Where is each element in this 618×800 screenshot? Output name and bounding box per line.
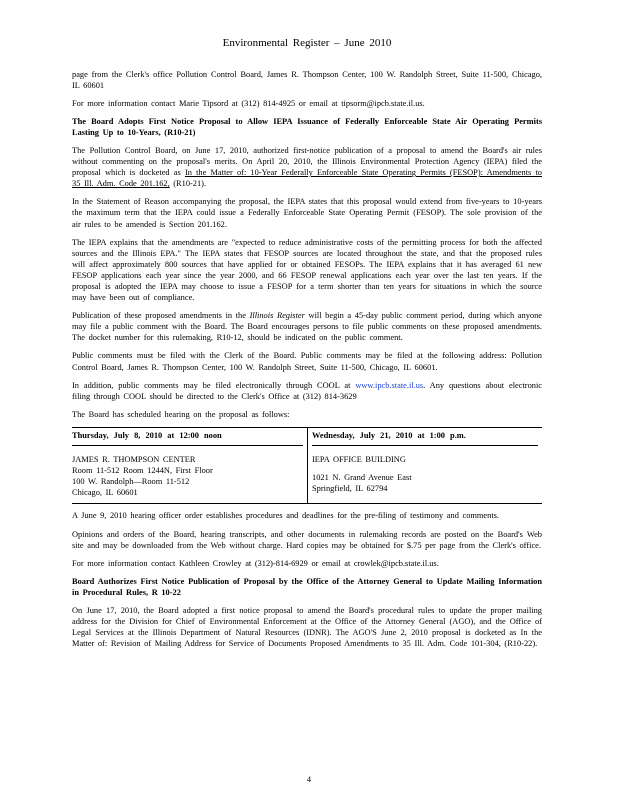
paragraph-contact-tipsord: For more information contact Marie Tipsord at (312) 814-4925 or email at tipsorm@ipcb.state.il.us. — [72, 98, 425, 108]
heading-r10-21: The Board Adopts First Notice Proposal to Allow IEPA Issuance of Federally Enforceable State Air Operating Permits Lasting Up to 10-Years, (R10-21) — [72, 116, 542, 137]
hearing-date-springfield: Wednesday, July 21, 2010 at 1:00 p.m. — [312, 430, 538, 446]
hearing-springfield — [307, 428, 542, 503]
hearing-chicago — [72, 428, 307, 503]
docket-title: In the Matter of: 10-Year Federally Enforceable State Operating Permits (FESOP): Amendments to 35 Ill. Adm. Code 201.162, — [72, 168, 542, 189]
paragraph-hearing-order: A June 9, 2010 hearing officer order establishes procedures and deadlines for the pre-filing of testimony and comments. — [72, 511, 499, 521]
venue-name: IEPA OFFICE BUILDING — [312, 455, 406, 465]
venue-name: JAMES R. THOMPSON CENTER — [72, 455, 196, 465]
hearing-date-chicago: Thursday, July 8, 2010 at 12:00 noon — [72, 430, 303, 446]
paragraph-public-comments: Public comments must be filed with the Clerk of the Board. Public comments may be filed at the following address: Pollution Control Board, James R. Thompson Center, 100 W. Randolph Street, Suite 11-500, Chicago, IL 60601. — [72, 351, 542, 372]
paragraph-iepa-explains: The IEPA explains that the amendments are "expected to reduce administrative costs of the permitting process for both the affected sources and the Illinois EPA." The IEPA states that FESOP sources are located throughout the state, and that the proposed rules will affect approximately 800 sources that have applied for or obtained FESOPs. The IEPA explains that it has averaged 61 new FESOP applications each year since the year 2000, and 66 FESOP renewal applications each year over the last ten years. If the proposal is adopted the IEPA may choose to issue a FESOP for a term shorter than ten years for situations in which the source may have been out of compliance. — [72, 237, 542, 303]
paragraph-publication: Publication of these proposed amendments in the Illinois Register will begin a 45-day public comment period, during which anyone may file a public comment with the Board. The Board encourages persons to file public comments on these proposed amendments. The docket number for this rulemaking, R10-12, should be indicated on the public comment. — [72, 311, 542, 343]
heading-r10-22: Board Authorizes First Notice Publication of Proposal by the Office of the Attorney General to Update Mailing Information in Procedural Rules, R 10-22 — [72, 576, 542, 597]
paragraph-contact-crowley: For more information contact Kathleen Crowley at (312)-814-6929 or email at crowlek@ipcb.state.il.us. — [72, 558, 439, 568]
paragraph-electronic-filing: In addition, public comments may be filed electronically through COOL at www.ipcb.state.il.us. Any questions about electronic filing through COOL should be directed to the Clerk's Office at (312) 814-3629 — [72, 380, 542, 401]
page-number: 4 — [306, 775, 312, 784]
venue-room: Room 11-512 Room 1244N, First Floor — [72, 466, 213, 476]
paragraph-opinions-orders: Opinions and orders of the Board, hearing transcripts, and other documents in rulemaking records are posted on the Board's Web site and may be downloaded from the Web without charge. Hard copies may be obtained for $.75 per page from the Clerk's office. — [72, 529, 542, 550]
venue-city: Springfield, IL 62794 — [312, 484, 388, 494]
cool-website-link[interactable]: www.ipcb.state.il.us — [355, 380, 424, 390]
venue-street: 100 W. Randolph—Room 11-512 — [72, 477, 190, 487]
paragraph-ago-proposal: On June 17, 2010, the Board adopted a first notice proposal to amend the Board's procedural rules to update the proper mailing address for the Division for Chief of Environmental Enforcement at the Office of the Attorney General (AGO), and the Office of Legal Services at the Illinois Department of Natural Resources (IDNR). The AGO'S June 2, 2010 proposal is docketed as In the Matter of: Revision of Mailing Address for Service of Documents Proposed Amendments to 35 Ill. Adm. Code 101-304, (R10-22). — [72, 605, 542, 649]
paragraph-hearing-scheduled: The Board has scheduled hearing on the proposal as follows: — [72, 409, 290, 419]
document-page — [72, 36, 542, 656]
venue-city: Chicago, IL 60601 — [72, 488, 138, 498]
hearing-schedule-table — [72, 427, 542, 504]
illinois-register-title: Illinois Register — [249, 311, 305, 321]
paragraph-statement-of-reason: In the Statement of Reason accompanying the proposal, the IEPA states that this proposal would extend from five-years to 10-years the maximum term that the IEPA could issue a Federally Enforceable State Operating Permit (FESOP). The sole provision of the air rules to be amended is Section 201.162. — [72, 197, 542, 229]
paragraph-board-authorized: The Pollution Control Board, on June 17, 2010, authorized first-notice publication of a proposal to amend the Board's air rules without commenting on the proposal's merits. On April 20, 2010, the Illinois Environmental Protection Agency (IEPA) filed the proposal which is docketed as In the Matter of: 10-Year Federally Enforceable State Operating Permits (FESOP): Amendments to 35 Ill. Adm. Code 201.162, (R10-21). — [72, 145, 542, 189]
running-header: Environmental Register – June 2010 — [222, 37, 392, 49]
paragraph-address: page from the Clerk's office Pollution Control Board, James R. Thompson Center, 100 W. Randolph Street, Suite 11-500, Chicago, IL 60601 — [72, 69, 542, 90]
venue-street: 1021 N. Grand Avenue East — [312, 473, 412, 483]
